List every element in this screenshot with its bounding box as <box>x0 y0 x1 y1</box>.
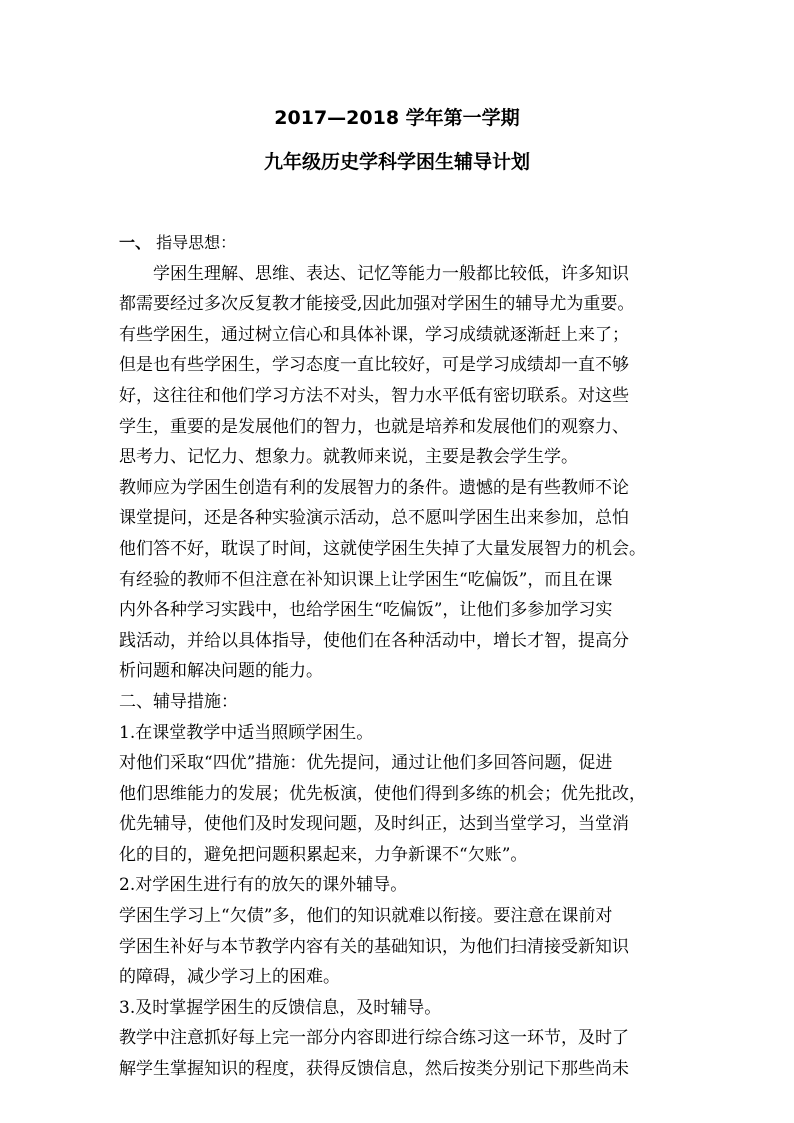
section-heading-guiding-thought <box>119 228 687 259</box>
paragraph-line: 教学中注意抓好每上完一部分内容即进行综合练习这一环节，及时了 <box>119 1028 629 1049</box>
measure-heading-1: 1.在课堂教学中适当照顾学困生。 <box>119 722 374 743</box>
paragraph-line: 教师应为学困生创造有利的发展智力的条件。遗憾的是有些教师不论 <box>119 477 629 498</box>
paragraph-line: 课堂提问，还是各种实验演示活动，总不愿叫学困生出来参加，总怕 <box>119 508 629 529</box>
paragraph-line: 他们思维能力的发展；优先板演，使他们得到多练的机会；优先批改， <box>119 783 646 804</box>
document-title-plan: 九年级历史学科学困生辅导计划 <box>263 151 530 173</box>
paragraph-line: 的障碍，减少学习上的困难。 <box>119 967 340 988</box>
paragraph-line: 析问题和解决问题的能力。 <box>119 661 323 682</box>
document-title-term: 2017—2018 学年第一学期 <box>274 107 520 129</box>
paragraph-line: 思考力、记忆力、想象力。就教师来说，主要是教会学生学。 <box>119 447 578 468</box>
paragraph-line: 学困生学习上“欠债”多，他们的知识就难以衔接。要注意在课前对 <box>119 906 613 927</box>
paragraph-line: 践活动，并给以具体指导，使他们在各种活动中，增长才智，提高分 <box>119 630 629 651</box>
section-label: 指导思想： <box>151 233 237 252</box>
paragraph-line: 但是也有些学困生，学习态度一直比较好，可是学习成绩却一直不够 <box>119 355 629 376</box>
paragraph-line: 有些学困生，通过树立信心和具体补课，学习成绩就逐渐赶上来了； <box>119 324 629 345</box>
section-heading-measures: 二、辅导措施： <box>119 691 238 712</box>
paragraph-line: 好，这往往和他们学习方法不对头，智力水平低有密切联系。对这些 <box>119 385 629 406</box>
paragraph-line: 解学生掌握知识的程度，获得反馈信息，然后按类分别记下那些尚未 <box>119 1059 629 1080</box>
measure-heading-3: 3.及时掌握学困生的反馈信息，及时辅导。 <box>119 997 442 1018</box>
paragraph-line: 优先辅导，使他们及时发现问题，及时纠正，达到当堂学习，当堂消 <box>119 814 629 835</box>
paragraph-line: 学困生补好与本节教学内容有关的基础知识，为他们扫清接受新知识 <box>119 936 629 957</box>
measure-heading-2: 2.对学困生进行有的放矢的课外辅导。 <box>119 875 408 896</box>
paragraph-line: 内外各种学习实践中，也给学困生“吃偏饭”，让他们多参加学习实 <box>119 600 613 621</box>
paragraph-line: 学生，重要的是发展他们的智力，也就是培养和发展他们的观察力、 <box>119 416 629 437</box>
section-marker: 一、 <box>119 233 152 252</box>
paragraph-line: 化的目的，避免把问题积累起来，力争新课不“欠账”。 <box>119 844 528 865</box>
paragraph-line: 学困生理解、思维、表达、记忆等能力一般都比较低，许多知识 <box>153 263 629 284</box>
paragraph-line: 他们答不好，耽误了时间，这就使学困生失掉了大量发展智力的机会。 <box>119 538 646 559</box>
paragraph-line: 都需要经过多次反复教才能接受,因此加强对学困生的辅导尤为重要。 <box>119 294 635 315</box>
paragraph-line: 对他们采取“四优”措施：优先提问，通过让他们多回答问题，促进 <box>119 753 613 774</box>
paragraph-line: 有经验的教师不但注意在补知识课上让学困生“吃偏饭”，而且在课 <box>119 569 613 590</box>
document-body <box>119 228 687 1085</box>
